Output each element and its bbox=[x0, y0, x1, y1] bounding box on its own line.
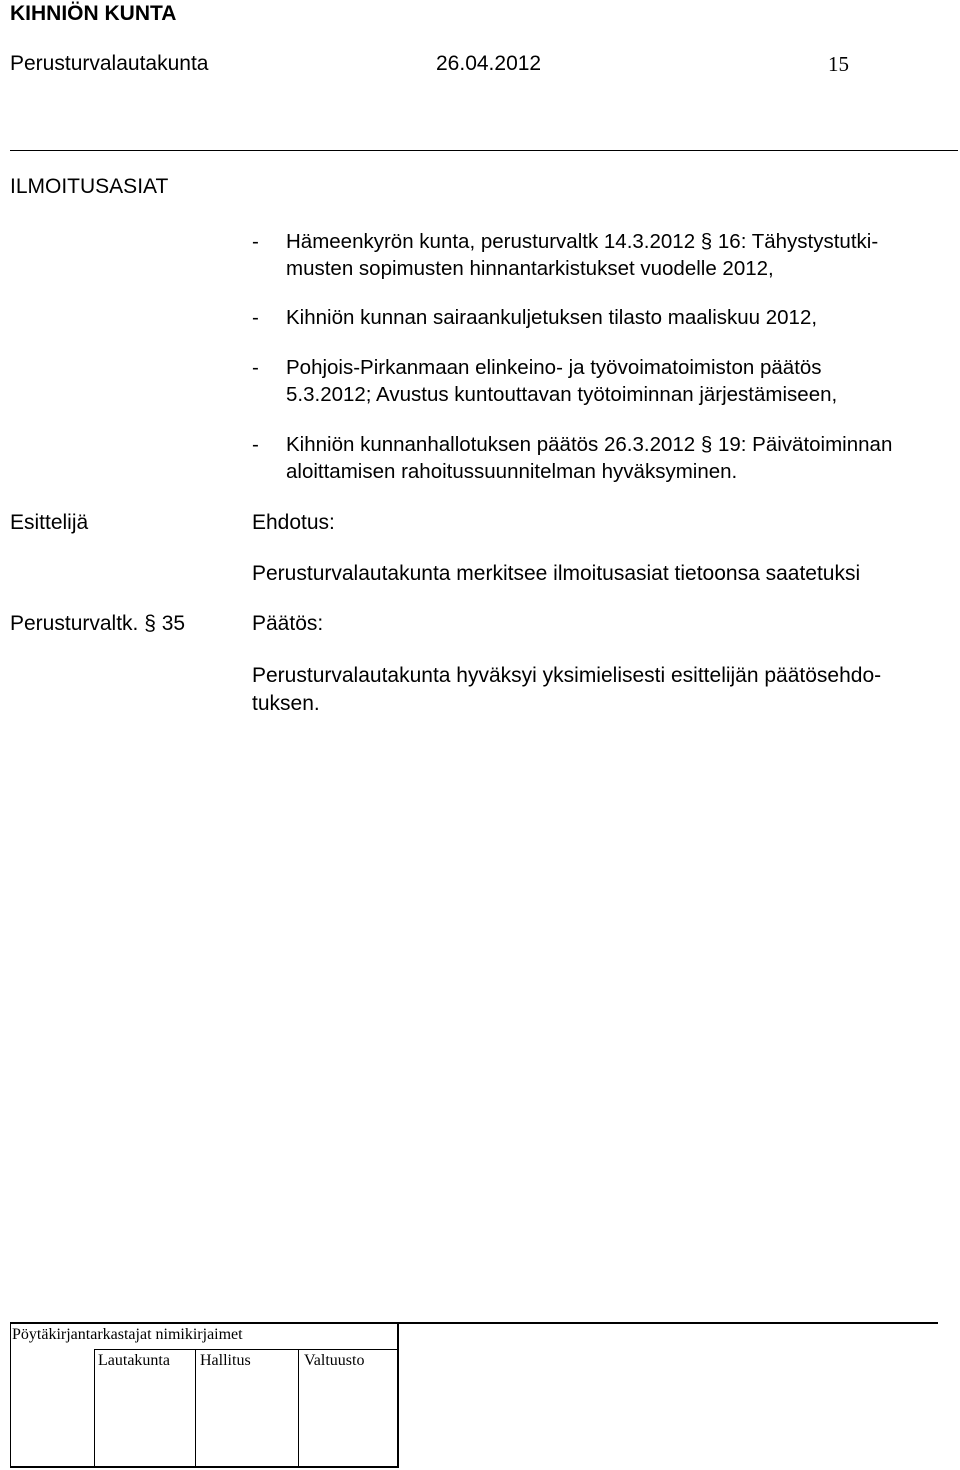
footer-rule-left bbox=[10, 1322, 400, 1324]
signatures-label: Pöytäkirjantarkastajat nimikirjaimet bbox=[12, 1326, 243, 1343]
footer-rule-right bbox=[398, 1322, 938, 1324]
proposal-label: Ehdotus: bbox=[252, 511, 335, 534]
notice-text: aloittamisen rahoitussuunnitelman hyväksyminen. bbox=[286, 460, 738, 483]
notice-text: musten sopimusten hinnantarkistukset vuodelle 2012, bbox=[286, 257, 774, 280]
proposal-text: Perusturvalautakunta merkitsee ilmoitusasiat tietoonsa saatetuksi bbox=[252, 562, 861, 585]
page-number: 15 bbox=[828, 52, 849, 76]
notice-text: Kihniön kunnanhallotuksen päätös 26.3.2012 § 19: Päivätoiminnan bbox=[286, 433, 893, 456]
notice-text: Kihniön kunnan sairaankuljetuksen tilasto maaliskuu 2012, bbox=[286, 306, 818, 329]
section-reference: Perusturvaltk. § 35 bbox=[10, 612, 186, 635]
footer-col-divider-1 bbox=[94, 1349, 95, 1467]
footer-header-rule bbox=[94, 1349, 398, 1350]
header-rule bbox=[10, 150, 958, 151]
list-dash: - bbox=[252, 356, 259, 379]
presenter-label: Esittelijä bbox=[10, 511, 89, 534]
column-valtuusto: Valtuusto bbox=[304, 1352, 365, 1369]
decision-text-line: Perusturvalautakunta hyväksyi yksimielisesti esittelijän päätösehdo- bbox=[252, 664, 882, 687]
decision-text-line: tuksen. bbox=[252, 692, 320, 715]
section-title: ILMOITUSASIAT bbox=[10, 175, 169, 198]
notice-item-2 bbox=[252, 304, 817, 331]
footer-border-left bbox=[10, 1322, 11, 1468]
list-dash: - bbox=[252, 306, 259, 329]
board-name: Perusturvalautakunta bbox=[10, 52, 209, 75]
footer-col-divider-2 bbox=[195, 1349, 196, 1467]
column-hallitus: Hallitus bbox=[200, 1352, 251, 1369]
list-dash: - bbox=[252, 230, 259, 253]
column-lautakunta: Lautakunta bbox=[98, 1352, 170, 1369]
decision-label: Päätös: bbox=[252, 612, 324, 635]
meeting-date: 26.04.2012 bbox=[436, 52, 542, 75]
notice-item-4 bbox=[252, 431, 892, 485]
footer-border-bottom bbox=[10, 1466, 399, 1468]
decision-text bbox=[252, 662, 881, 718]
notice-text: Hämeenkyrön kunta, perusturvaltk 14.3.2012 § 16: Tähystystutki- bbox=[286, 230, 879, 253]
notice-item-3 bbox=[252, 354, 837, 408]
municipality-title: KIHNIÖN KUNTA bbox=[10, 2, 177, 25]
footer-col-divider-3 bbox=[298, 1349, 299, 1467]
notice-item-1 bbox=[252, 228, 878, 282]
notice-text: 5.3.2012; Avustus kuntouttavan työtoiminnan järjestämiseen, bbox=[286, 383, 838, 406]
notice-text: Pohjois-Pirkanmaan elinkeino- ja työvoimatoimiston päätös bbox=[286, 356, 822, 379]
footer-border-right bbox=[397, 1322, 399, 1468]
list-dash: - bbox=[252, 433, 259, 456]
